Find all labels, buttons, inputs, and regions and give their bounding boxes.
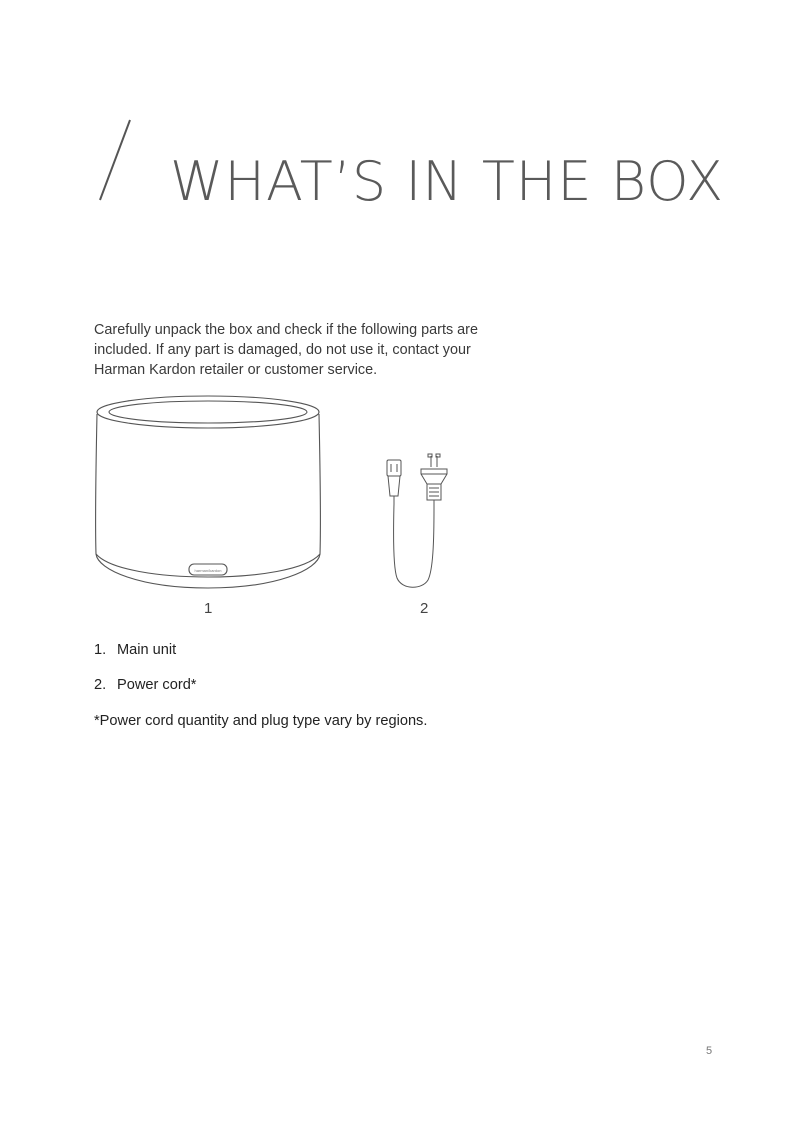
intro-line: Harman Kardon retailer or customer service. xyxy=(94,362,378,378)
list-item-number: 1. xyxy=(94,642,107,658)
main-unit-illustration xyxy=(90,392,330,597)
main-unit-logo-text: harman/kardon xyxy=(194,568,222,573)
parts-list xyxy=(94,642,197,712)
figure-label-2: 2 xyxy=(420,600,429,617)
intro-line: included. If any part is damaged, do not use it, contact your xyxy=(94,342,471,358)
figure-label-1: 1 xyxy=(204,600,213,617)
list-item-number: 2. xyxy=(94,677,107,693)
footnote: *Power cord quantity and plug type vary by regions. xyxy=(94,713,428,729)
list-item-label: Power cord* xyxy=(117,677,197,693)
page-title: WHAT’S IN THE BOX xyxy=(170,150,725,213)
title-slash-decoration xyxy=(96,118,136,204)
intro-paragraph xyxy=(94,320,524,380)
list-item-label: Main unit xyxy=(117,642,177,658)
list-item xyxy=(94,642,197,677)
list-item xyxy=(94,677,197,712)
power-cord-illustration xyxy=(382,392,462,597)
page-number: 5 xyxy=(706,1045,713,1057)
intro-line: Carefully unpack the box and check if the following parts are xyxy=(94,322,478,338)
